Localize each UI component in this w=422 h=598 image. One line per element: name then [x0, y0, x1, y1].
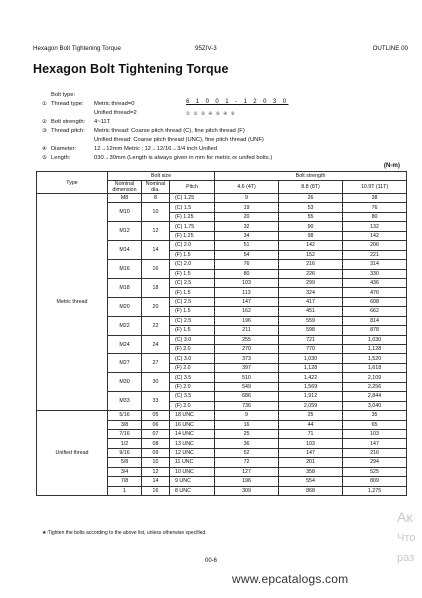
torque-8t-cell: 868	[279, 486, 343, 495]
table-header-row	[37, 172, 407, 181]
nominal-dia-cell: 22	[142, 316, 170, 335]
pitch-cell: (C) 2.5	[170, 297, 215, 306]
torque-11t-cell: 314	[343, 260, 407, 269]
torque-11t-cell: 608	[343, 297, 407, 306]
torque-8t-cell: 2,059	[279, 401, 343, 410]
nominal-dia-cell: 14	[142, 241, 170, 260]
torque-11t-cell: 1,618	[343, 363, 407, 372]
col-bolt-size: Bolt size	[108, 172, 215, 181]
pitch-cell: (C) 1.25	[170, 194, 215, 203]
torque-8t-cell: 598	[279, 326, 343, 335]
torque-8t-cell: 358	[279, 467, 343, 476]
pitch-cell: (F) 2.0	[170, 382, 215, 391]
bolt-code-markers: ① ② ③ ④ ⑤ ④ ⑤	[186, 111, 236, 116]
nominal-dia-cell: 20	[142, 297, 170, 316]
legend-label: Diameter:	[51, 146, 77, 152]
torque-4t-cell: 270	[215, 345, 279, 354]
pitch-cell: (F) 1.5	[170, 307, 215, 316]
nominal-dimension-cell: 7/16	[108, 429, 142, 438]
nominal-dia-cell: 10	[142, 458, 170, 467]
torque-4t-cell: 9	[215, 411, 279, 420]
torque-4t-cell: 103	[215, 278, 279, 287]
nominal-dia-cell: 09	[142, 448, 170, 457]
torque-4t-cell: 510	[215, 373, 279, 382]
torque-8t-cell: 26	[279, 194, 343, 203]
torque-8t-cell: 142	[279, 241, 343, 250]
legend-number: ①	[42, 101, 47, 107]
torque-11t-cell: 3,040	[343, 401, 407, 410]
torque-11t-cell: 2,109	[343, 373, 407, 382]
torque-8t-cell: 98	[279, 231, 343, 240]
pitch-cell: (C) 2.0	[170, 260, 215, 269]
legend-number: ⑤	[42, 155, 47, 161]
col-grade-4t: 4.6 (4T)	[215, 181, 279, 194]
torque-11t-cell: 662	[343, 307, 407, 316]
torque-4t-cell: 80	[215, 269, 279, 278]
footnote: ★:Tighten the bolts according to the above list, unless otherwise specified.	[42, 530, 207, 536]
torque-8t-cell: 451	[279, 307, 343, 316]
torque-4t-cell: 373	[215, 354, 279, 363]
torque-11t-cell: 76	[343, 203, 407, 212]
torque-8t-cell: 216	[279, 260, 343, 269]
nominal-dimension-cell: 1/2	[108, 439, 142, 448]
torque-4t-cell: 72	[215, 458, 279, 467]
pitch-cell: (F) 1.5	[170, 250, 215, 259]
legend-value: Metric thread: Coarse pitch thread (C), fine pitch thread (F)	[94, 128, 245, 134]
pitch-cell: (C) 2.0	[170, 241, 215, 250]
torque-8t-cell: 1,912	[279, 392, 343, 401]
torque-11t-cell: 147	[343, 439, 407, 448]
torque-4t-cell: 9	[215, 194, 279, 203]
col-nominal-dimension: Nominal dimension	[108, 181, 142, 194]
legend-row	[42, 136, 412, 145]
torque-8t-cell: 44	[279, 420, 343, 429]
watermark-line-3: раз	[397, 552, 415, 564]
pitch-cell: (F) 1.5	[170, 288, 215, 297]
nominal-dimension-cell: M10	[108, 203, 142, 222]
thread-type-cell: Unified thread	[37, 411, 108, 496]
nominal-dimension-cell: 1	[108, 486, 142, 495]
running-header	[33, 45, 412, 55]
torque-4t-cell: 20	[215, 212, 279, 221]
legend-label: Thread type:	[51, 101, 84, 107]
torque-4t-cell: 549	[215, 382, 279, 391]
legend-value: Metric thread=0	[94, 101, 135, 107]
torque-11t-cell: 878	[343, 326, 407, 335]
nominal-dia-cell: 24	[142, 335, 170, 354]
nominal-dia-cell: 16	[142, 260, 170, 279]
nominal-dimension-cell: M33	[108, 392, 142, 411]
watermark-line-1: Ак	[397, 509, 413, 525]
page-number: 00-6	[205, 558, 218, 564]
pitch-cell: (C) 3.0	[170, 354, 215, 363]
torque-11t-cell: 1,520	[343, 354, 407, 363]
legend-value: 030→30mm (Length is always given in mm for metric or unifed bolts.)	[94, 155, 273, 161]
torque-8t-cell: 53	[279, 203, 343, 212]
pitch-cell: (C) 3.5	[170, 373, 215, 382]
nominal-dia-cell: 33	[142, 392, 170, 411]
torque-4t-cell: 32	[215, 222, 279, 231]
torque-11t-cell: 476	[343, 288, 407, 297]
nominal-dimension-cell: M18	[108, 278, 142, 297]
table-row	[37, 194, 407, 203]
torque-4t-cell: 162	[215, 307, 279, 316]
legend-value: Unified thread=2	[94, 110, 137, 116]
legend-label: Bolt strength:	[51, 119, 86, 125]
legend-label: Bolt type:	[51, 92, 76, 98]
pitch-cell: (F) 1.5	[170, 269, 215, 278]
torque-11t-cell: 35	[343, 411, 407, 420]
page-title: Hexagon Bolt Tightening Torque	[33, 62, 229, 76]
nominal-dimension-cell: M24	[108, 335, 142, 354]
torque-8t-cell: 299	[279, 278, 343, 287]
pitch-cell: 14 UNC	[170, 429, 215, 438]
pitch-cell: 10 UNC	[170, 467, 215, 476]
nominal-dia-cell: 12	[142, 222, 170, 241]
torque-8t-cell: 71	[279, 429, 343, 438]
pitch-cell: 13 UNC	[170, 439, 215, 448]
legend-value: Unified thread: Coarse pitch thread (UNC), fine pitch thread (UNF)	[94, 137, 264, 143]
nominal-dia-cell: 10	[142, 203, 170, 222]
nominal-dia-cell: 05	[142, 411, 170, 420]
torque-11t-cell: 216	[343, 448, 407, 457]
col-grade-11t: 10.9T (11T)	[343, 181, 407, 194]
torque-11t-cell: 1,128	[343, 345, 407, 354]
torque-11t-cell: 80	[343, 212, 407, 221]
torque-8t-cell: 152	[279, 250, 343, 259]
legend-row	[42, 154, 412, 163]
torque-8t-cell: 147	[279, 448, 343, 457]
torque-8t-cell: 226	[279, 269, 343, 278]
torque-11t-cell: 2,844	[343, 392, 407, 401]
website-link[interactable]: www.epcatalogs.com	[232, 572, 349, 586]
legend-row	[42, 145, 412, 154]
pitch-cell: (C) 3.0	[170, 335, 215, 344]
col-nominal-dia: Nominal dia.	[142, 181, 170, 194]
nominal-dimension-cell: 5/16	[108, 411, 142, 420]
torque-8t-cell: 554	[279, 477, 343, 486]
torque-8t-cell: 103	[279, 439, 343, 448]
torque-table	[36, 171, 407, 496]
torque-11t-cell: 525	[343, 467, 407, 476]
nominal-dimension-cell: M30	[108, 373, 142, 392]
header-right: OUTLINE 00	[372, 45, 408, 52]
torque-11t-cell: 221	[343, 250, 407, 259]
torque-4t-cell: 686	[215, 392, 279, 401]
torque-8t-cell: 90	[279, 222, 343, 231]
torque-8t-cell: 25	[279, 411, 343, 420]
torque-11t-cell: 294	[343, 458, 407, 467]
torque-4t-cell: 113	[215, 288, 279, 297]
bolt-code-example: 6 1 0 0 1 - 1 2 0 3 0	[186, 99, 289, 105]
torque-4t-cell: 36	[215, 439, 279, 448]
pitch-cell: (C) 2.5	[170, 316, 215, 325]
torque-11t-cell: 103	[343, 429, 407, 438]
torque-8t-cell: 1,569	[279, 382, 343, 391]
thread-type-cell: Metric thread	[37, 194, 108, 411]
pitch-cell: (F) 2.0	[170, 363, 215, 372]
nominal-dimension-cell: 3/8	[108, 420, 142, 429]
torque-11t-cell: 809	[343, 477, 407, 486]
pitch-cell: (C) 3.5	[170, 392, 215, 401]
legend-value: 12→12mm Metric ; 12→12/16→3/4 inch Unified	[94, 146, 218, 152]
torque-11t-cell: 814	[343, 316, 407, 325]
nominal-dimension-cell: 9/16	[108, 448, 142, 457]
torque-11t-cell: 2,256	[343, 382, 407, 391]
torque-11t-cell: 142	[343, 231, 407, 240]
col-pitch: Pitch	[170, 181, 215, 194]
torque-4t-cell: 127	[215, 467, 279, 476]
pitch-cell: (C) 1.5	[170, 203, 215, 212]
torque-4t-cell: 211	[215, 326, 279, 335]
pitch-cell: (C) 1.75	[170, 222, 215, 231]
torque-11t-cell: 132	[343, 222, 407, 231]
legend-row	[42, 127, 412, 136]
pitch-cell: 16 UNC	[170, 420, 215, 429]
nominal-dia-cell: 06	[142, 420, 170, 429]
nominal-dia-cell: 12	[142, 467, 170, 476]
nominal-dia-cell: 27	[142, 354, 170, 373]
torque-11t-cell: 1,030	[343, 335, 407, 344]
pitch-cell: (F) 1.5	[170, 326, 215, 335]
torque-11t-cell: 1,275	[343, 486, 407, 495]
torque-4t-cell: 76	[215, 260, 279, 269]
torque-4t-cell: 196	[215, 477, 279, 486]
nominal-dimension-cell: M27	[108, 354, 142, 373]
torque-8t-cell: 55	[279, 212, 343, 221]
torque-4t-cell: 255	[215, 335, 279, 344]
torque-4t-cell: 147	[215, 297, 279, 306]
legend-number: ④	[42, 146, 47, 152]
nominal-dimension-cell: M8	[108, 194, 142, 203]
pitch-cell: 18 UNC	[170, 411, 215, 420]
pitch-cell: (F) 2.0	[170, 345, 215, 354]
nominal-dimension-cell: M20	[108, 297, 142, 316]
torque-4t-cell: 54	[215, 250, 279, 259]
torque-11t-cell: 436	[343, 278, 407, 287]
pitch-cell: (C) 2.5	[170, 278, 215, 287]
nominal-dia-cell: 14	[142, 477, 170, 486]
pitch-cell: 11 UNC	[170, 458, 215, 467]
torque-8t-cell: 770	[279, 345, 343, 354]
nominal-dia-cell: 30	[142, 373, 170, 392]
pitch-cell: (F) 2.0	[170, 401, 215, 410]
nominal-dimension-cell: M14	[108, 241, 142, 260]
torque-11t-cell: 330	[343, 269, 407, 278]
torque-11t-cell: 38	[343, 194, 407, 203]
nominal-dimension-cell: 3/4	[108, 467, 142, 476]
legend-label: Thread pitch:	[51, 128, 85, 134]
pitch-cell: (F) 1.25	[170, 231, 215, 240]
torque-4t-cell: 16	[215, 420, 279, 429]
nominal-dia-cell: 08	[142, 439, 170, 448]
legend-value: 4~11T	[94, 119, 111, 125]
legend-number: ②	[42, 119, 47, 125]
torque-8t-cell: 1,030	[279, 354, 343, 363]
header-center: 95ZIV-3	[195, 45, 217, 52]
nominal-dia-cell: 18	[142, 278, 170, 297]
torque-8t-cell: 1,422	[279, 373, 343, 382]
torque-11t-cell: 206	[343, 241, 407, 250]
nominal-dimension-cell: 7/8	[108, 477, 142, 486]
nominal-dimension-cell: M22	[108, 316, 142, 335]
nominal-dimension-cell: M16	[108, 260, 142, 279]
nominal-dimension-cell: 5/8	[108, 458, 142, 467]
torque-4t-cell: 397	[215, 363, 279, 372]
pitch-cell: 12 UNC	[170, 448, 215, 457]
torque-8t-cell: 1,128	[279, 363, 343, 372]
torque-8t-cell: 201	[279, 458, 343, 467]
pitch-cell: (F) 1.25	[170, 212, 215, 221]
legend-label: Length:	[51, 155, 71, 161]
nominal-dia-cell: 07	[142, 429, 170, 438]
col-type: Type	[37, 172, 108, 194]
legend-row	[42, 118, 412, 127]
nominal-dimension-cell: M12	[108, 222, 142, 241]
torque-4t-cell: 309	[215, 486, 279, 495]
torque-4t-cell: 34	[215, 231, 279, 240]
torque-8t-cell: 559	[279, 316, 343, 325]
col-bolt-strength: Bolt strength	[215, 172, 407, 181]
torque-8t-cell: 324	[279, 288, 343, 297]
torque-4t-cell: 25	[215, 429, 279, 438]
torque-4t-cell: 196	[215, 316, 279, 325]
legend-number: ③	[42, 128, 47, 134]
unit-label: (N-m)	[383, 162, 400, 169]
torque-4t-cell: 52	[215, 448, 279, 457]
torque-4t-cell: 51	[215, 241, 279, 250]
nominal-dia-cell: 16	[142, 486, 170, 495]
col-grade-8t: 8.8 (8T)	[279, 181, 343, 194]
torque-11t-cell: 65	[343, 420, 407, 429]
watermark-line-2: Что	[397, 532, 416, 544]
torque-8t-cell: 417	[279, 297, 343, 306]
table-row	[37, 411, 407, 420]
nominal-dia-cell: 8	[142, 194, 170, 203]
pitch-cell: 8 UNC	[170, 486, 215, 495]
torque-8t-cell: 721	[279, 335, 343, 344]
torque-4t-cell: 19	[215, 203, 279, 212]
torque-4t-cell: 736	[215, 401, 279, 410]
header-left: Hexagon Bolt Tightening Torque	[33, 45, 121, 52]
pitch-cell: 9 UNC	[170, 477, 215, 486]
